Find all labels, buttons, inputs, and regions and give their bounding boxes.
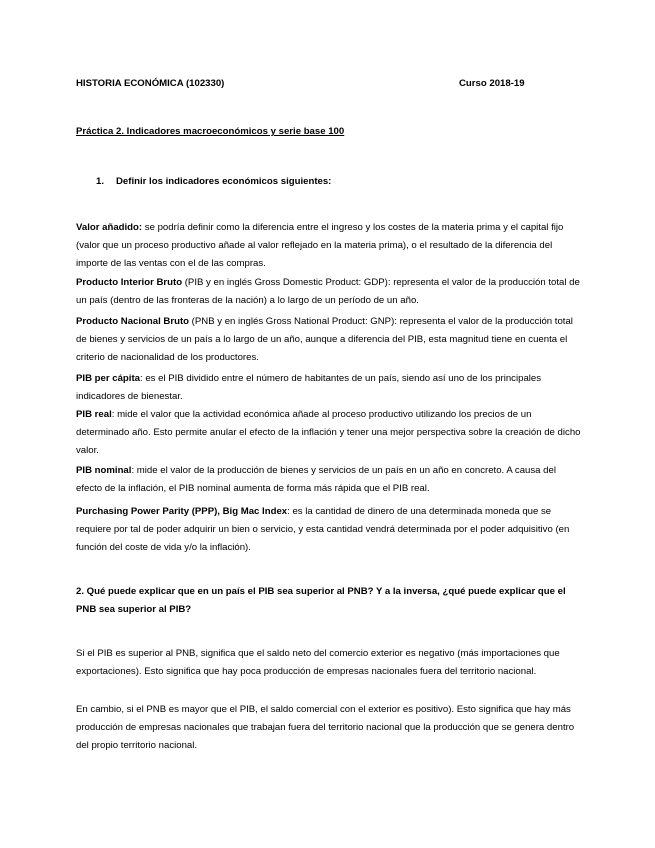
answer-1 <box>76 645 582 681</box>
answer-text: En cambio, si el PNB es mayor que el PIB, el saldo comercial con el exterior es positivo). Esto significa que hay más producción de empresas nacionales que trabajan fuera del territorio nacional que la producción que se genera dentro del propio territorio nacional. <box>76 704 575 751</box>
definition-valor-anadido <box>76 219 582 273</box>
definition-text: (PNB y en inglés Gross National Product: GNP): representa el valor de la producción total de bienes y servicios de un país a lo largo de un año, aunque a diferencia del PIB, esta magnitud tiene en cuenta el criterio de nacionalidad de los productores. <box>76 316 573 363</box>
answer-text: Si el PIB es superior al PNB, significa que el saldo neto del comercio exterior es negativo (más importaciones que exportaciones). Esto significa que hay poca producción de empresas nacionales fuera del territorio nacional. <box>76 648 560 677</box>
definition-pib <box>76 274 582 310</box>
definition-term: Producto Nacional Bruto <box>76 316 189 327</box>
definition-pnb <box>76 313 582 367</box>
definition-pib-per-capita <box>76 370 582 406</box>
definition-term: PIB real <box>76 409 112 420</box>
question-2-text: 2. Qué puede explicar que en un país el PIB sea superior al PNB? Y a la inversa, ¿qué puede explicar que el PNB sea superior al PIB? <box>76 586 566 615</box>
definition-term: PIB nominal <box>76 465 132 476</box>
question-1-number: 1. <box>96 176 105 187</box>
definition-text: : es la cantidad de dinero de una determinada moneda que se requiere por tal de poder adquirir un bien o servicio, y esta cantidad vendrá determinada por el poder adquisitivo (en función del coste de vida y/o la inflación). <box>76 506 570 553</box>
definition-text: se podría definir como la diferencia entre el ingreso y los costes de la materia prima y el capital fijo (valor que un proceso productivo añade al valor reflejado en la materia prima), o el resultado de la diferencia del importe de las ventas con el de las compras. <box>76 222 564 269</box>
definition-ppp <box>76 503 582 557</box>
definition-term: Purchasing Power Parity (PPP), Big Mac Index <box>76 506 288 517</box>
course-label: Curso 2018-19 <box>459 78 525 89</box>
definition-text: (PIB y en inglés Gross Domestic Product: GDP): representa el valor de la producción total de un país (dentro de las fronteras de la nación) a lo largo de un período de un año. <box>76 277 580 306</box>
definition-pib-nominal <box>76 462 582 498</box>
answer-2 <box>76 701 582 755</box>
definition-term: PIB per cápita <box>76 373 140 384</box>
definition-term: Producto Interior Bruto <box>76 277 183 288</box>
definition-pib-real <box>76 406 582 460</box>
practice-title: Práctica 2. Indicadores macroeconómicos y serie base 100 <box>76 126 345 137</box>
definition-term: Valor añadido: <box>76 222 143 233</box>
definition-text: : es el PIB dividido entre el número de habitantes de un país, siendo así uno de los principales indicadores de bienestar. <box>76 373 542 402</box>
question-1 <box>96 173 331 191</box>
definition-text: : mide el valor de la producción de bienes y servicios de un país en un año en concreto. A causa del efecto de la inflación, el PIB nominal aumenta de forma más rápida que el PIB real. <box>76 465 556 494</box>
document-title: HISTORIA ECONÓMICA (102330) <box>76 78 225 89</box>
question-2 <box>76 583 582 619</box>
definition-text: : mide el valor que la actividad económica añade al proceso productivo utilizando los precios de un determinado año. Esto permite anular el efecto de la inflación y tener una mejor perspectiva sobre la creación de dicho valor. <box>76 409 581 456</box>
question-1-text: Definir los indicadores económicos siguientes: <box>116 176 332 187</box>
